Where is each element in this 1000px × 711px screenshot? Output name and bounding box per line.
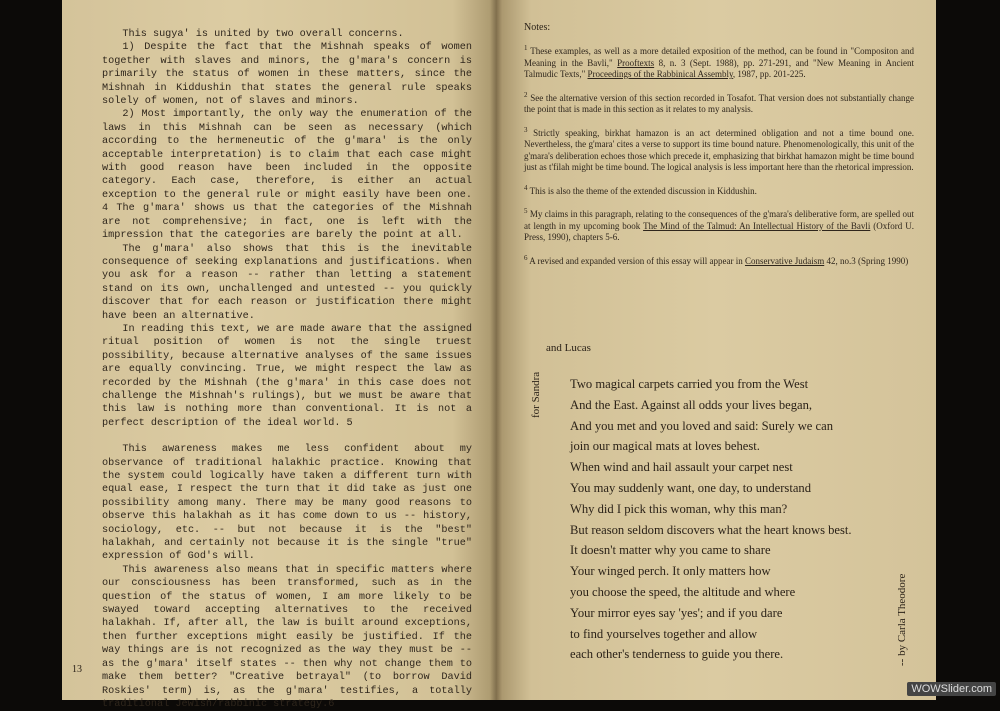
essay-paragraph: The g'mara' also shows that this is the inevitable consequence of seeking explanations and justifications. When you ask for a reason -- rather than letting a statement stand on its own, unchallenged and untested -- you quickly discover that for each reason or justification there might have been an alternative. (102, 243, 472, 322)
poem-line: Your winged perch. It only matters how (570, 564, 771, 579)
essay-paragraph: This awareness also means that in specific matters where our consciousness has been transformed, such as in the question of the status of women, I am more likely to be swayed toward accepting alternatives to the received halakhah. If, after all, the law is built around exceptions, then further exceptions might easily be justified. If the way things are is not recognized as the way they must be -- as the g'mara' itself states -- then why not change them to make them better? "Creative betrayal" (to borrow David Roskies' term) is, as the g'mara' testifies, a totally traditional Jewish/rabbinic strategy.6 (102, 564, 472, 710)
footnote-number: 3 (524, 125, 528, 134)
footnote-number: 2 (524, 90, 528, 99)
essay-paragraph: This sugya' is united by two overall concerns. (122, 29, 404, 40)
essay-paragraph: In reading this text, we are made aware that the assigned ritual position of women is not the single truest possibility, because alternative analyses of the same issues are equally convincing. True, we might respect the law as recorded by the Mishnah (the g'mara' in this case does not challenge the Mishnah's rulings), but we must be aware that this law is nothing more than conventional. It is not a perfect description of the ideal world. 5 (102, 323, 472, 429)
dedication-for-sandra: for Sandra (530, 371, 542, 418)
poem-line: to find yourselves together and allow (570, 626, 758, 641)
watermark: WOWSlider.com (907, 682, 996, 696)
footnote (524, 43, 914, 81)
footnote (524, 125, 914, 174)
footnote-number: 1 (524, 44, 528, 52)
poem-line: Why did I pick this woman, why this man? (570, 501, 788, 516)
poem-line: Your mirror eyes say 'yes'; and if you dare (570, 605, 783, 620)
footnote-text: A revised and expanded version of this essay will appear in (529, 255, 745, 266)
poem-line: And you met and you loved and said: Surely we can (570, 418, 834, 433)
footnote-text: See the alternative version of this section recorded in Tosafot. That version does not substantially change the point that is made in this section as it relates to my analysis. (524, 92, 915, 114)
footnote (524, 253, 914, 268)
poem-line: But reason seldom discovers what the heart knows best. (570, 522, 852, 537)
poem-line: You may suddenly want, one day, to understand (570, 480, 812, 495)
poem-line: join our magical mats at loves behest. (570, 439, 760, 454)
footnote-text: This is also the theme of the extended discussion in Kiddushin. (529, 185, 757, 196)
poem-author: -- by Carla Theodore (896, 573, 908, 666)
footnote-text: 8, n. 3 (Sept. 1988), pp. 271-291, and "New Meaning in Ancient Talmudic Texts," (524, 57, 914, 79)
footnote-number: 6 (524, 253, 528, 262)
left-page (62, 0, 496, 710)
footnote (524, 90, 914, 116)
footnote-text: My claims in this paragraph, relating to the consequences of the g'mara's deliberative form, are spelled out at length in my upcoming book (524, 209, 915, 231)
footnote-title: The Mind of the Talmud: An Intellectual History of the Bavli (643, 220, 871, 231)
footnote-text: 42, no.3 (Spring 1990) (824, 255, 909, 266)
poem-line: When wind and hail assault your carpet nest (570, 460, 793, 475)
poem-line: It doesn't matter why you came to share (570, 543, 771, 558)
notes-list (524, 43, 914, 267)
essay-text (102, 28, 472, 711)
essay-paragraph: 2) Most importantly, the only way the enumeration of the laws in this Mishnah can be seen as necessary (which according to the hermeneutic of the g'mara' is the only acceptable interpretation) is to claim that each case might with good reason have been included in the opposite category. Each case, therefore, is either an actual exception to the general rule or might easily have been one. 4 The g'mara' shows us that the categories of the Mishnah are not comprehensive; in fact, one is left with the impression that the categories are barely the point at all. (102, 109, 472, 242)
poem-line: And the East. Against all odds your lives began, (570, 397, 813, 412)
footnote-title: Proceedings of the Rabbinical Assembly (587, 69, 733, 79)
footnote (524, 206, 914, 244)
footnote-number: 4 (524, 183, 528, 192)
poem (570, 374, 852, 665)
dedication-and-lucas: and Lucas (546, 342, 591, 354)
footnote-title: Prooftexts (617, 57, 655, 68)
footnote-text: (Oxford U. Press, 1990), chapters 5-6. (524, 220, 914, 242)
book-spine (490, 0, 502, 700)
poem-line: Two magical carpets carried you from the West (570, 377, 809, 391)
notes-heading: Notes: (524, 22, 551, 33)
footnote (524, 183, 914, 198)
essay-paragraph: This awareness makes me less confident about my observance of traditional halakhic practice. Knowing that the system could logically have taken a different turn with equal ease, I respect the turn that it did take as just one possibility among many. There may be many good reasons to observe this halakhah as it has come down to us -- history, sociology, etc. -- but not because it is the "best" halakhah, and certainly not because it is the single "true" expression of God's will. (102, 444, 472, 563)
footnote-text: These examples, as well as a more detailed exposition of the method, can be found in "Compositon and Meaning in the Bavli," (524, 46, 914, 68)
right-page (496, 0, 936, 700)
poem-line: you choose the speed, the altitude and where (570, 584, 796, 599)
essay-paragraph: 1) Despite the fact that the Mishnah speaks of women together with slaves and minors, the g'mara's concern is primarily the status of women in these matters, since the Mishnah in Kiddushin that states the general rule speaks solely of women, not of slaves and minors. (102, 42, 472, 108)
poem-line: each other's tenderness to guide you there. (570, 647, 784, 662)
footnote-number: 5 (524, 207, 528, 215)
page-number: 13 (72, 664, 82, 675)
footnote-title: Conservative Judaism (744, 255, 825, 266)
footnote-text: Strictly speaking, birkhat hamazon is an act determined obligation and not a time bound one. Nevertheless, the g'mara' cites a verse to support its time bound nature. Phenomenologically, this unit of the g'mara's deliberation echoes those which precede it, emphasizing that birkhat hamazon might be time bound just as t'filah might be time bound. The logical analysis is less important here than the rhetorical impression. (524, 127, 914, 172)
footnote-text: , 1987, pp. 201-225. (732, 69, 806, 79)
